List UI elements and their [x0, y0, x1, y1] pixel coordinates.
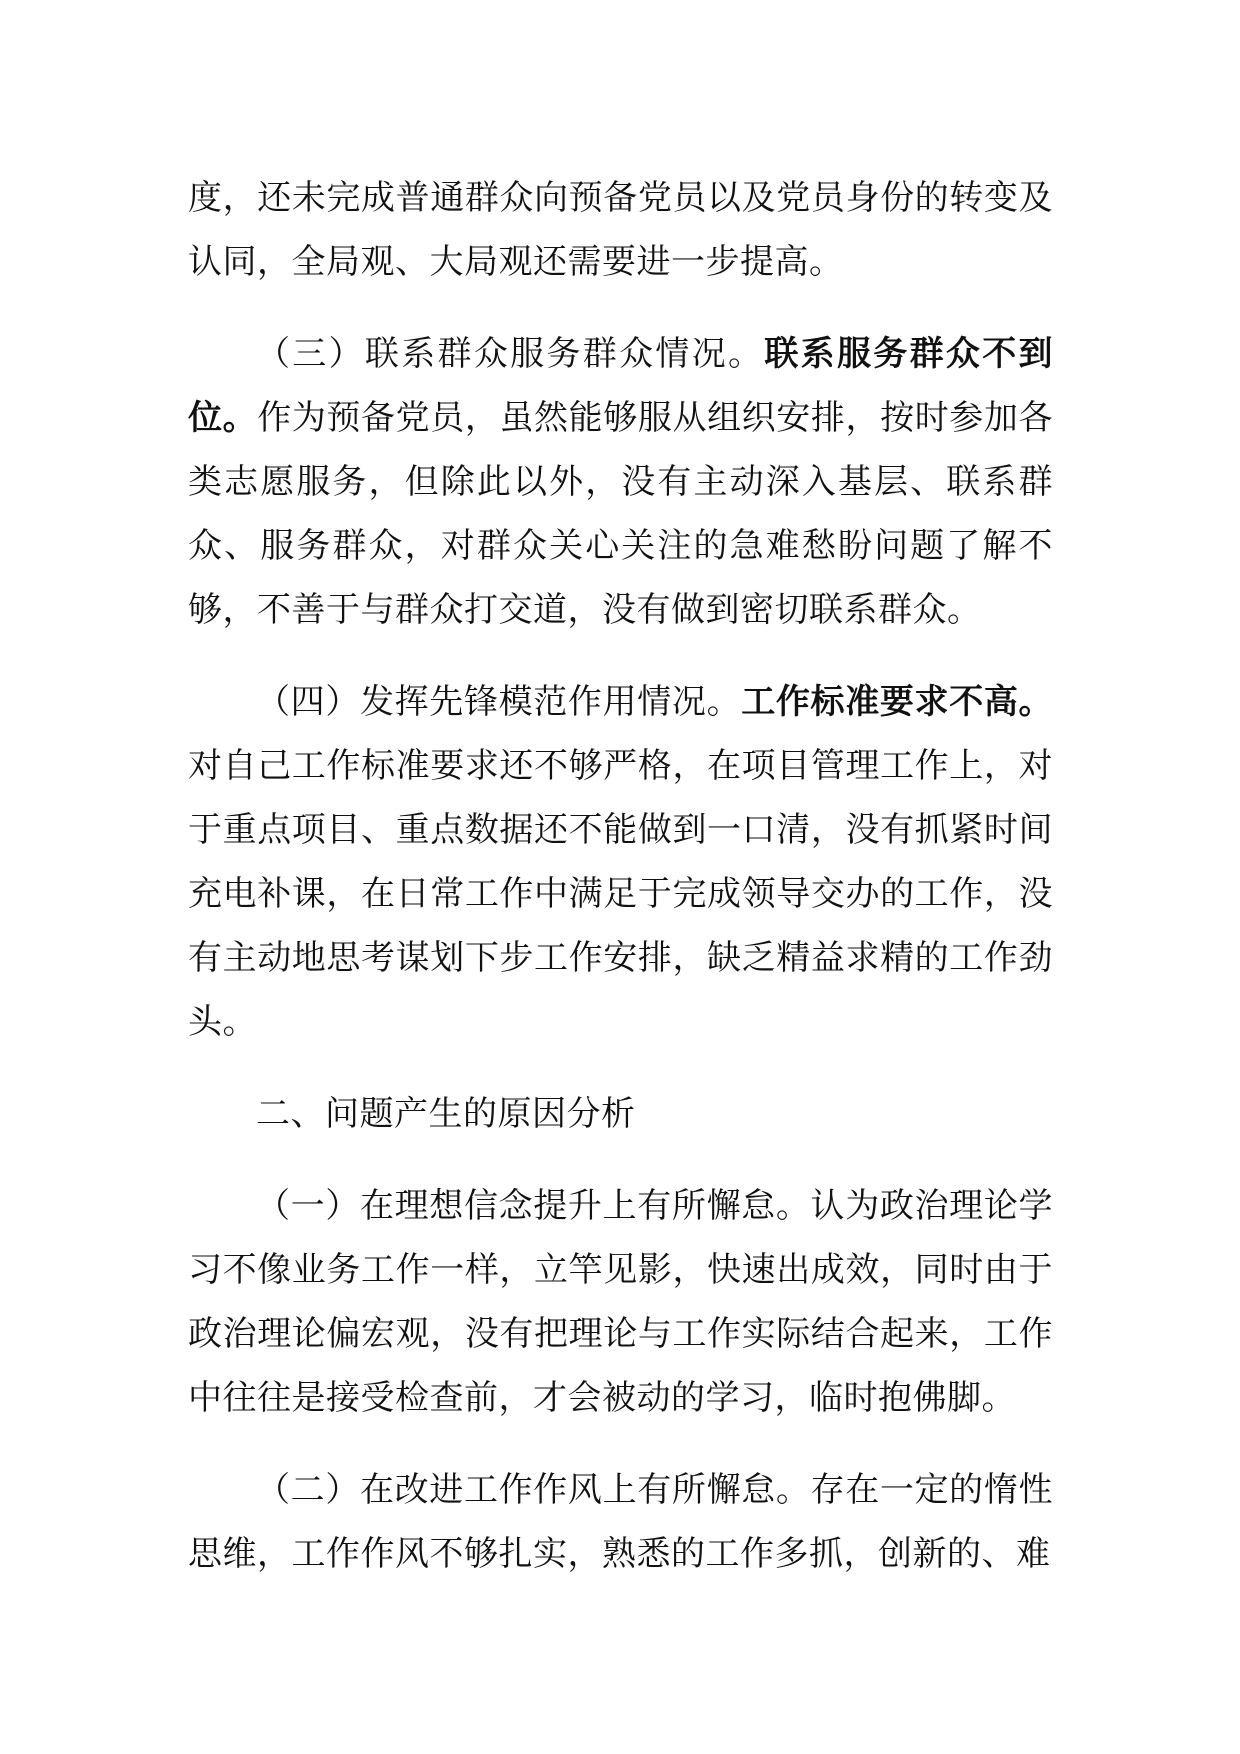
paragraph-work-style: （二）在改进工作作风上有所懈怠。存在一定的惰性思维，工作作风不够扎实，熟悉的工作多抓，创新的、难	[188, 1470, 1053, 1574]
bold-issue-title: 联系服务群众不到位。	[188, 334, 1054, 438]
document-page	[188, 166, 1053, 1586]
section-heading-cause-analysis: 二、问题产生的原因分析	[256, 1094, 636, 1134]
paragraph-ideals-belief: （一）在理想信念提升上有所懈怠。认为政治理论学习不像业务工作一样，立竿见影，快速出成效，同时由于政治理论偏宏观，没有把理论与工作实际结合起来，工作中往往是接受检查前，才会被动的学习，临时抱佛脚。	[188, 1186, 1053, 1418]
section-heading-three: （三）联系群众服务群众情况。	[256, 334, 765, 374]
bold-issue-title: 工作标准要求不高。	[741, 682, 1054, 722]
paragraph-contact-masses	[188, 322, 1053, 642]
paragraph-body: 对自己工作标准要求还不够严格，在项目管理工作上，对于重点项目、重点数据还不能做到一口清，没有抓紧时间充电补课，在日常工作中满足于完成领导交办的工作，没有主动地思考谋划下步工作安排，缺乏精益求精的工作劲头。	[188, 746, 1053, 1042]
paragraph-body: 作为预备党员，虽然能够服从组织安排，按时参加各类志愿服务，但除此以外，没有主动深入基层、联系群众、服务群众，对群众关心关注的急难愁盼问题了解不够，不善于与群众打交道，没有做到密切联系群众。	[188, 398, 1054, 630]
paragraph-vanguard-role	[188, 670, 1053, 1054]
paragraph-continuation: 度，还未完成普通群众向预备党员以及党员身份的转变及认同，全局观、大局观还需要进一步提高。	[188, 178, 1053, 282]
section-heading-four: （四）发挥先锋模范作用情况。	[256, 682, 742, 722]
